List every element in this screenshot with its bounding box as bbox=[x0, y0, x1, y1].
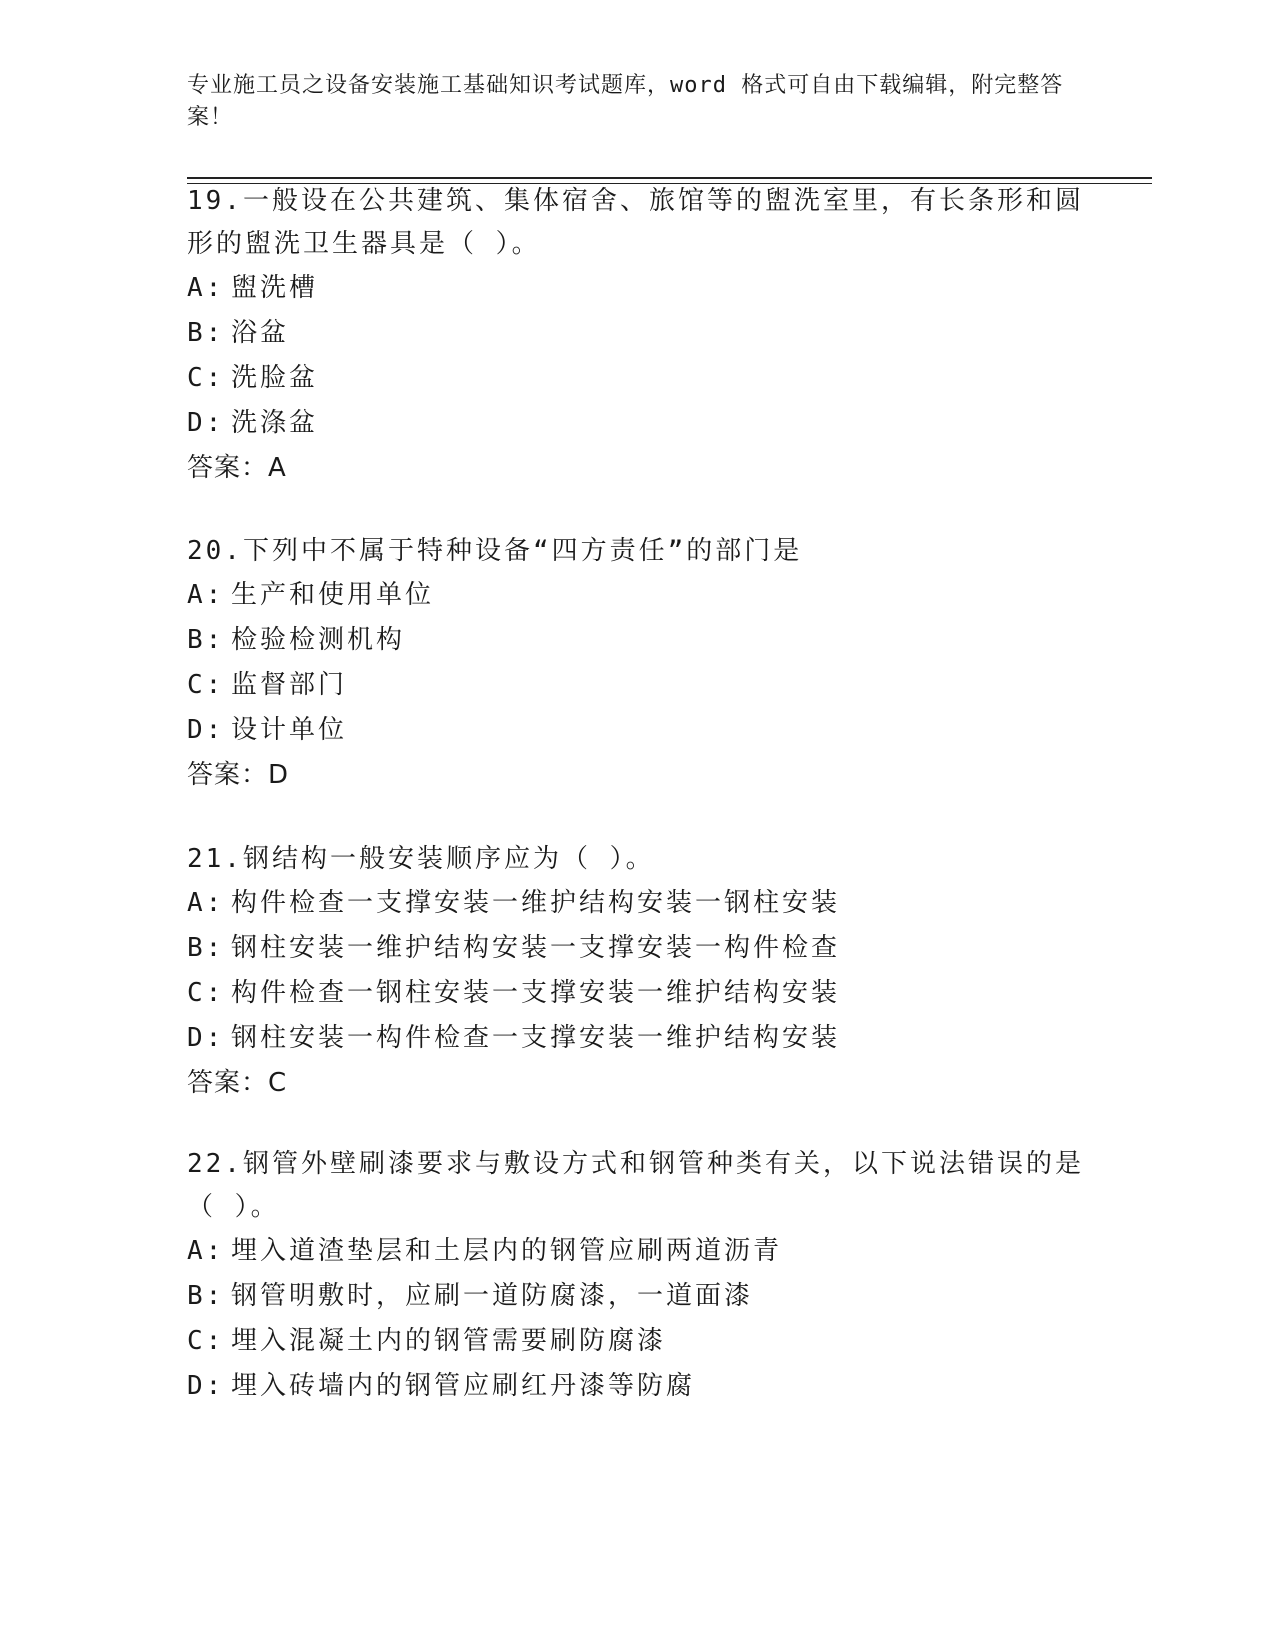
document-header bbox=[187, 70, 1067, 134]
question-text: 下列中不属于特种设备“四方责任”的部门是 bbox=[242, 536, 803, 566]
header-divider-thick bbox=[187, 177, 1152, 179]
option-text: 构件检查一钢柱安装一支撑安装一维护结构安装 bbox=[231, 978, 841, 1008]
option-key: C: bbox=[187, 363, 225, 393]
answer-line: 答案：D bbox=[187, 760, 290, 790]
question-stem bbox=[187, 838, 1087, 881]
option-key: B: bbox=[187, 1281, 225, 1311]
option-text: 监督部门 bbox=[231, 670, 348, 700]
question-number: 20. bbox=[187, 536, 243, 566]
option-b bbox=[187, 1274, 1087, 1319]
option-text: 埋入混凝土内的钢管需要刷防腐漆 bbox=[231, 1326, 667, 1356]
option-key: D: bbox=[187, 1371, 225, 1401]
option-text: 洗涤盆 bbox=[231, 408, 319, 438]
question-19 bbox=[187, 180, 1087, 491]
option-key: C: bbox=[187, 1326, 225, 1356]
option-text: 生产和使用单位 bbox=[231, 580, 435, 610]
option-a bbox=[187, 881, 1087, 926]
option-key: B: bbox=[187, 625, 225, 655]
question-stem bbox=[187, 180, 1087, 266]
option-b bbox=[187, 311, 1087, 356]
option-key: B: bbox=[187, 933, 225, 963]
option-text: 钢柱安装一维护结构安装一支撑安装一构件检查 bbox=[231, 933, 841, 963]
option-text: 钢管明敷时，应刷一道防腐漆，一道面漆 bbox=[231, 1281, 754, 1311]
option-key: A: bbox=[187, 1236, 225, 1266]
option-key: C: bbox=[187, 670, 225, 700]
option-b bbox=[187, 926, 1087, 971]
question-stem bbox=[187, 530, 1087, 573]
header-title: 专业施工员之设备安装施工基础知识考试题库，word 格式可自由下载编辑，附完整答案！ bbox=[187, 73, 1064, 130]
question-text: 钢管外壁刷漆要求与敷设方式和钢管种类有关，以下说法错误的是（ ）。 bbox=[187, 1149, 1084, 1222]
option-c bbox=[187, 971, 1087, 1016]
option-key: A: bbox=[187, 580, 225, 610]
option-text: 设计单位 bbox=[231, 715, 348, 745]
option-d bbox=[187, 708, 1087, 753]
option-b bbox=[187, 618, 1087, 663]
option-d bbox=[187, 1016, 1087, 1061]
answer-line: 答案：C bbox=[187, 1068, 288, 1098]
option-key: C: bbox=[187, 978, 225, 1008]
option-text: 盥洗槽 bbox=[231, 273, 319, 303]
question-20 bbox=[187, 530, 1087, 798]
option-a bbox=[187, 1229, 1087, 1274]
option-d bbox=[187, 401, 1087, 446]
option-text: 浴盆 bbox=[231, 318, 290, 348]
option-key: A: bbox=[187, 273, 225, 303]
option-text: 埋入道渣垫层和土层内的钢管应刷两道沥青 bbox=[231, 1236, 783, 1266]
option-key: B: bbox=[187, 318, 225, 348]
question-text: 一般设在公共建筑、集体宿舍、旅馆等的盥洗室里，有长条形和圆形的盥洗卫生器具是（ ）。 bbox=[187, 186, 1084, 259]
answer-line: 答案：A bbox=[187, 453, 287, 483]
question-text: 钢结构一般安装顺序应为（ ）。 bbox=[242, 844, 655, 874]
question-22 bbox=[187, 1143, 1087, 1409]
option-c bbox=[187, 1319, 1087, 1364]
option-text: 检验检测机构 bbox=[231, 625, 406, 655]
option-key: D: bbox=[187, 715, 225, 745]
option-text: 钢柱安装一构件检查一支撑安装一维护结构安装 bbox=[231, 1023, 841, 1053]
option-key: D: bbox=[187, 1023, 225, 1053]
question-number: 21. bbox=[187, 844, 243, 874]
question-number: 22. bbox=[187, 1149, 243, 1179]
option-c bbox=[187, 356, 1087, 401]
option-text: 洗脸盆 bbox=[231, 363, 319, 393]
option-key: D: bbox=[187, 408, 225, 438]
option-text: 埋入砖墙内的钢管应刷红丹漆等防腐 bbox=[231, 1371, 696, 1401]
question-stem bbox=[187, 1143, 1087, 1229]
option-text: 构件检查一支撑安装一维护结构安装一钢柱安装 bbox=[231, 888, 841, 918]
option-c bbox=[187, 663, 1087, 708]
option-a bbox=[187, 573, 1087, 618]
option-d bbox=[187, 1364, 1087, 1409]
option-a bbox=[187, 266, 1087, 311]
question-number: 19. bbox=[187, 186, 243, 216]
question-21 bbox=[187, 838, 1087, 1106]
option-key: A: bbox=[187, 888, 225, 918]
